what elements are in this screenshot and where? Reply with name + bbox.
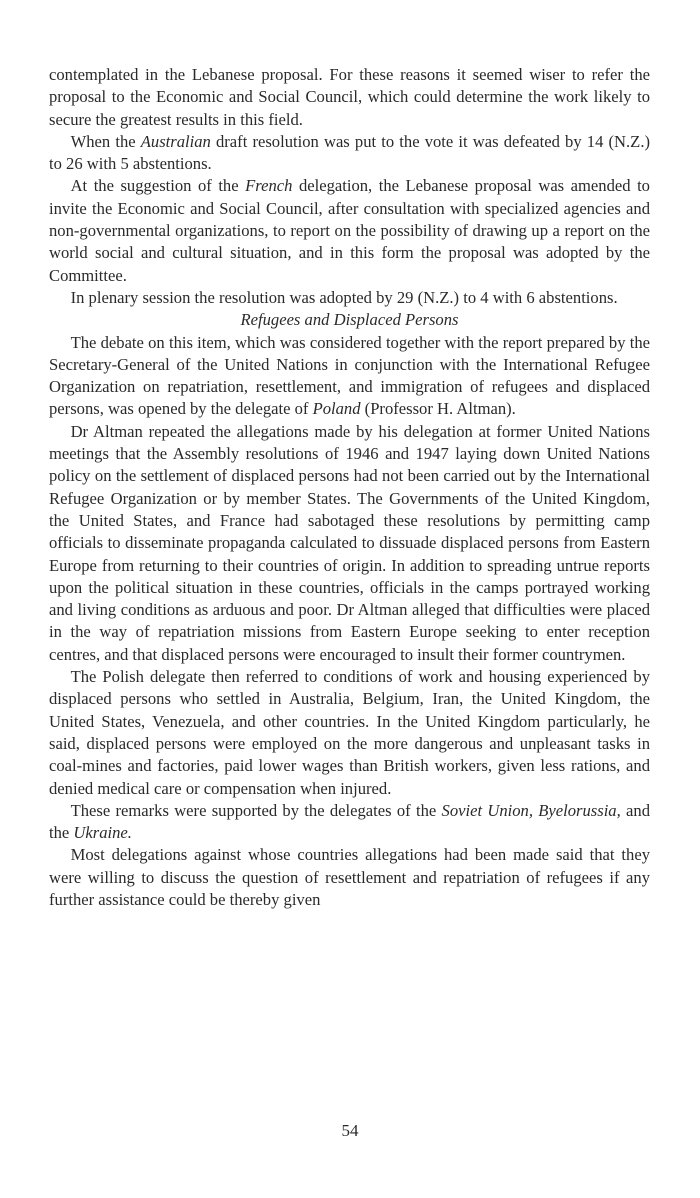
italic-run: French bbox=[245, 176, 293, 196]
page-body bbox=[49, 64, 650, 911]
text-run: draft resolution was put to the vote it was defeated by 14 (N.Z.) to 26 with 5 abstentions. bbox=[49, 131, 650, 174]
text-run: and the bbox=[49, 800, 650, 843]
paragraph-8 bbox=[49, 800, 650, 845]
paragraph-1 bbox=[49, 64, 650, 131]
text-run: contemplated in the Lebanese proposal. For these reasons it seemed wiser to refer the proposal to the Economic and Social Council, which could determine the work likely to secure the greatest results in this field. bbox=[49, 65, 650, 129]
paragraph-2 bbox=[49, 131, 650, 176]
section-heading: Refugees and Displaced Persons bbox=[240, 310, 459, 330]
text-run: At the suggestion of the bbox=[70, 176, 246, 196]
text-run: The Polish delegate then referred to conditions of work and housing experienced by displaced persons who settled in Australia, Belgium, Iran, the United Kingdom, the United States, Venezuela, and other countries. In the United Kingdom particularly, he said, displaced persons were employed on the more dangerous and unpleasant tasks in coal-mines and factories, paid lower wages than British workers, given less rations, and denied medical care or compensation when injured. bbox=[49, 667, 650, 798]
paragraph-7 bbox=[49, 666, 650, 800]
text-run: The debate on this item, which was considered together with the report prepared by the Secretary-General of the United Nations in conjunction with the International Refugee Organization on repatriation, resettlement, and immigration of refugees and displaced persons, was opened by the delegate of bbox=[49, 332, 650, 419]
text-run: delegation, the Lebanese proposal was amended to invite the Economic and Social Council, after consultation with specialized agencies and non-governmental organizations, to report on the possibility of drawing up a report on the world social and cultural situation, and in this form the proposal was adopted by the Committee. bbox=[49, 176, 650, 285]
text-run: When the bbox=[70, 131, 141, 151]
paragraph-5 bbox=[49, 332, 650, 421]
italic-run: Ukraine. bbox=[73, 823, 132, 843]
text-run: Dr Altman repeated the allegations made by his delegation at former United Nations meetings that the Assembly resolutions of 1946 and 1947 laying down United Nations policy on the settlement of displaced persons had not been carried out by the International Refugee Organization or by member States. The Governments of the United Kingdom, the United States, and France had sabotaged these resolutions by permitting camp officials to disseminate propaganda calculated to dissuade displaced persons from Eastern Europe from returning to their countries of origin. In addition to spreading untrue reports upon the political situation in these countries, officials in the camps portrayed working and living conditions as arduous and poor. Dr Altman alleged that difficulties were placed in the way of repatriation missions from Eastern Europe seeking to enter reception centres, and that displaced persons were encouraged to insult their former countrymen. bbox=[49, 421, 650, 664]
paragraph-4 bbox=[49, 287, 650, 309]
italic-run: Poland bbox=[312, 399, 361, 419]
text-run: In plenary session the resolution was adopted by 29 (N.Z.) to 4 with 6 abstentions. bbox=[70, 287, 618, 307]
paragraph-6 bbox=[49, 421, 650, 666]
text-run: (Professor H. Altman). bbox=[360, 399, 516, 419]
italic-run: Australian bbox=[140, 131, 211, 151]
page-number: 54 bbox=[341, 1121, 359, 1140]
text-run: These remarks were supported by the delegates of the bbox=[70, 800, 442, 820]
paragraph-9 bbox=[49, 844, 650, 911]
italic-run: Soviet Union, Byelorussia, bbox=[441, 800, 621, 820]
paragraph-3 bbox=[49, 175, 650, 286]
text-run: Most delegations against whose countries allegations had been made said that they were willing to discuss the question of resettlement and repatriation of refugees if any further assistance could be thereby given bbox=[49, 845, 650, 909]
